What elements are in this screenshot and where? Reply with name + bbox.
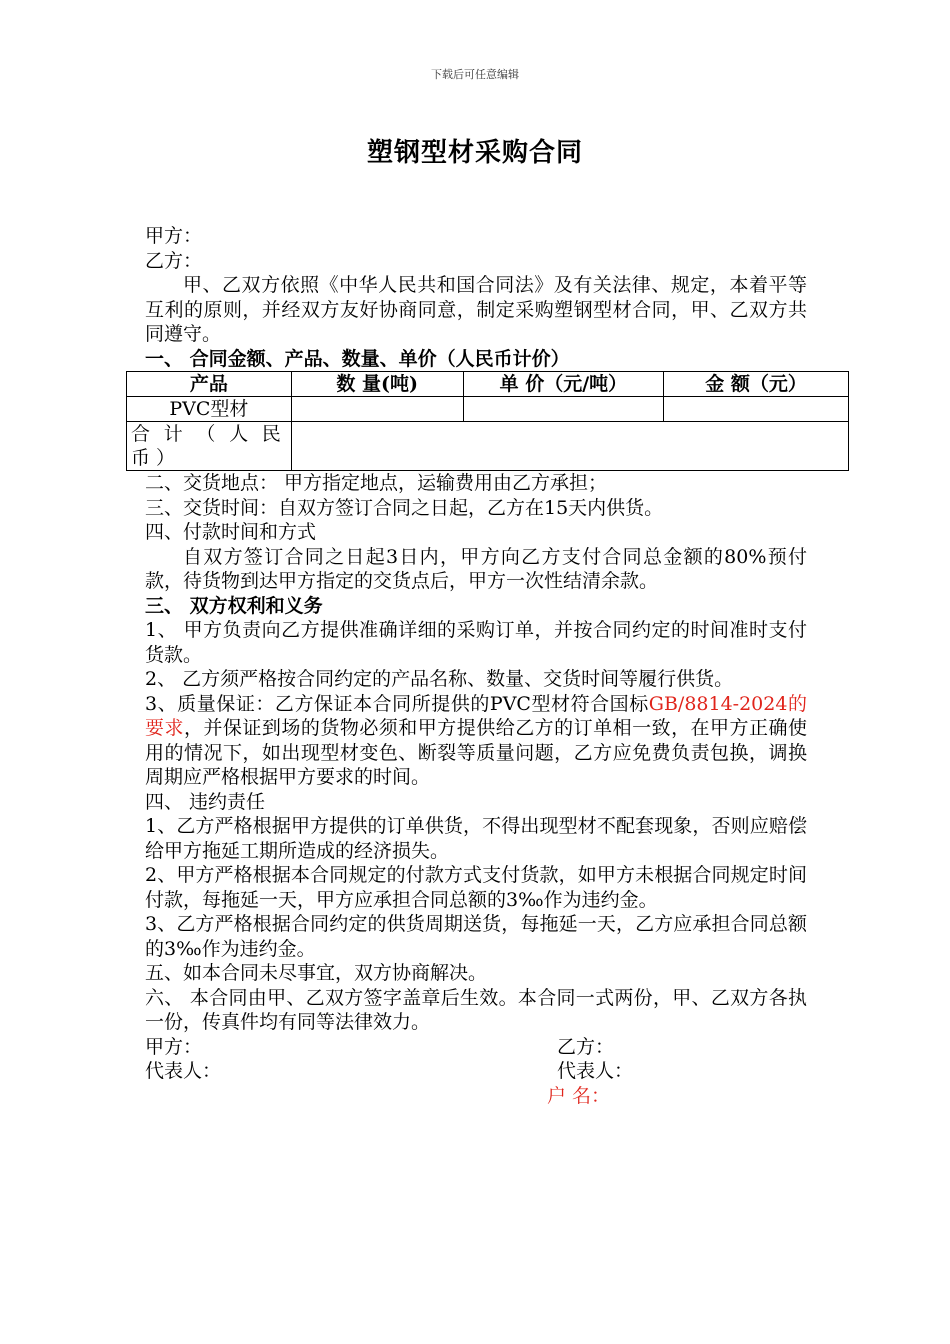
header-amount: 金 额（元） [664, 372, 849, 397]
quality-standard: GB/8814-2024的要求 [145, 692, 807, 739]
clause-delivery-time: 三、交货时间：自双方签订合同之日起，乙方在15天内供货。 [145, 496, 664, 519]
signature-party-a: 甲方： [145, 1035, 203, 1058]
clause-delivery-place: 二、交货地点： 甲方指定地点，运输费用由乙方承担； [145, 472, 608, 494]
rights-item-1: 1、 甲方负责向乙方提供准确详细的采购订单，并按合同约定的时间准时支付货款。 [145, 619, 807, 666]
table-total-row [127, 422, 849, 471]
clause-effectiveness: 六、 本合同由甲、乙双方签字盖章后生效。本合同一式两份，甲、乙双方各执一份，传真件均有同等法律效力。 [145, 986, 807, 1033]
signature-account-row [145, 1084, 807, 1109]
header-quantity: 数 量(吨) [291, 372, 463, 397]
quality-clause [145, 692, 807, 790]
breach-item-1: 1、乙方严格根据甲方提供的订单供货，不得出现型材不配套现象，否则应赔偿给甲方拖延工期所造成的经济损失。 [145, 815, 807, 862]
cell-total-value [291, 422, 848, 471]
table-row [127, 397, 849, 422]
header-note: 下载后可任意编辑 [431, 68, 519, 81]
signature-account-name: 户 名： [547, 1084, 611, 1107]
cell-total-label [127, 422, 292, 471]
breach-item-2: 2、甲方严格根据本合同规定的付款方式支付货款，如甲方未根据合同规定时间付款，每拖延一天，甲方应承担合同总额的3‰作为违约金。 [145, 864, 807, 911]
signature-party-b: 乙方： [557, 1035, 615, 1058]
cell-quantity [291, 397, 463, 422]
rights-item-2: 2、 乙方须严格按合同约定的产品名称、数量、交货时间等履行供货。 [145, 668, 734, 690]
table-header-row [127, 372, 849, 397]
party-b-line: 乙方： [145, 249, 203, 272]
quality-suffix: ，并保证到场的货物必须和甲方提供给乙方的订单相一致，在甲方正确使用的情况下，如出现型材变色、断裂等质量问题，乙方应免费负责包换，调换周期应严格根据甲方要求的时间。 [145, 717, 807, 788]
contract-body [131, 224, 807, 1108]
cell-amount [664, 397, 849, 422]
section4-title: 四、 违约责任 [145, 790, 266, 813]
total-label-text: 合计（人民币） [131, 423, 287, 469]
clause-unresolved: 五、如本合同未尽事宜，双方协商解决。 [145, 962, 488, 984]
document-title: 塑钢型材采购合同 [366, 138, 583, 168]
signature-spacer [145, 1084, 547, 1109]
section1-title: 一、 合同金额、产品、数量、单价（人民币计价） [145, 347, 570, 370]
signature-rep-a: 代表人： [145, 1060, 222, 1082]
quality-prefix: 3、质量保证：乙方保证本合同所提供的PVC型材符合国标 [145, 692, 649, 715]
section3-title: 三、 双方权利和义务 [145, 594, 323, 617]
header-unit-price: 单 价（元/吨） [463, 372, 664, 397]
cell-unit-price [463, 397, 664, 422]
clause-payment-body: 自双方签订合同之日起3日内，甲方向乙方支付合同总金额的80%预付款，待货物到达甲方指定的交货点后，甲方一次性结清余款。 [145, 545, 807, 592]
header-product: 产品 [127, 372, 292, 397]
signature-rep-b: 代表人： [557, 1060, 634, 1082]
party-a-line: 甲方： [145, 225, 203, 247]
clause-payment-title: 四、付款时间和方式 [145, 521, 317, 543]
signature-party-row [145, 1035, 807, 1060]
breach-item-3: 3、乙方严格根据合同约定的供货周期送货，每拖延一天，乙方应承担合同总额的3‰作为违约金。 [145, 913, 807, 960]
signature-rep-row [145, 1059, 807, 1084]
price-table [126, 371, 849, 471]
intro-paragraph: 甲、乙双方依照《中华人民共和国合同法》及有关法律、规定，本着平等互利的原则，并经双方友好协商同意，制定采购塑钢型材合同，甲、乙双方共同遵守。 [145, 274, 807, 345]
cell-product: PVC型材 [127, 397, 292, 422]
